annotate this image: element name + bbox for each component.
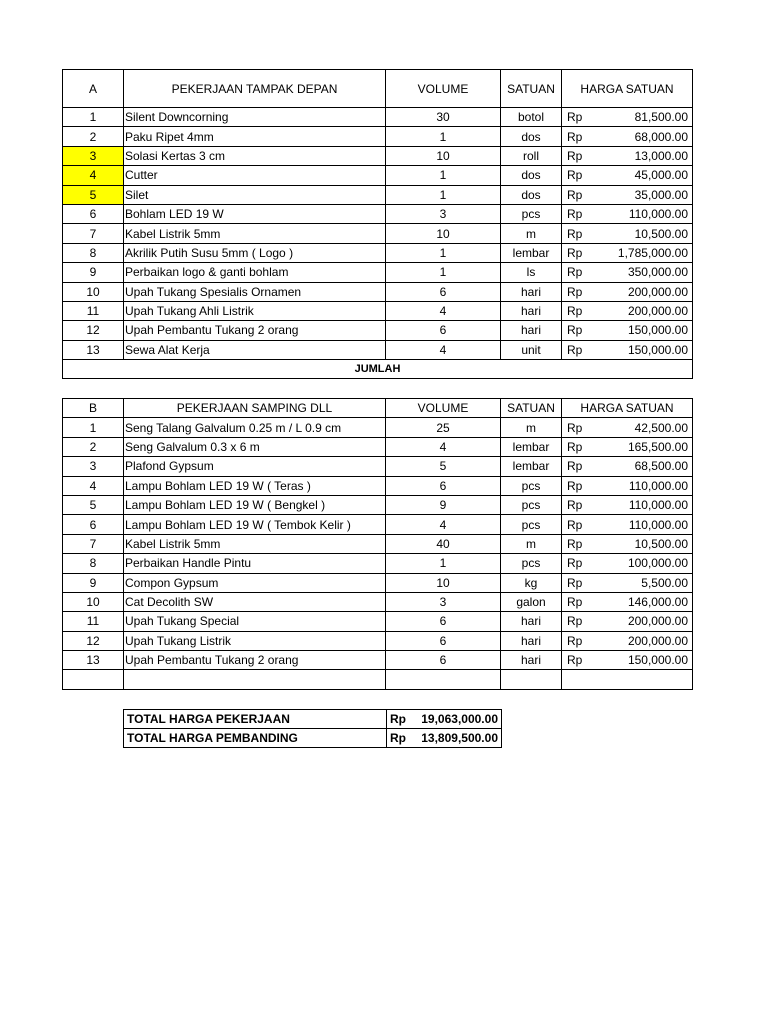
total-label: TOTAL HARGA PEKERJAAN	[124, 710, 387, 729]
currency-label: Rp	[567, 517, 583, 532]
row-number: 12	[63, 631, 124, 650]
table-row	[63, 592, 693, 611]
item-volume: 4	[386, 301, 501, 320]
item-volume: 6	[386, 282, 501, 301]
jumlah-row	[63, 360, 693, 379]
item-description: Perbaikan Handle Pintu	[124, 554, 386, 573]
currency-label: Rp	[567, 226, 583, 241]
price-amount: 81,500.00	[634, 110, 688, 125]
currency-label: Rp	[567, 168, 583, 183]
row-number: 5	[63, 495, 124, 514]
currency-label: Rp	[567, 575, 583, 590]
item-volume: 9	[386, 495, 501, 514]
price-amount: 200,000.00	[627, 304, 688, 319]
item-description: Akrilik Putih Susu 5mm ( Logo )	[124, 243, 386, 262]
total-value	[387, 710, 502, 729]
table-row	[63, 224, 693, 243]
currency-label: Rp	[567, 595, 583, 610]
item-harga-satuan	[562, 146, 693, 165]
item-description: Perbaikan logo & ganti bohlam	[124, 263, 386, 282]
item-satuan: roll	[501, 146, 562, 165]
table-row	[63, 166, 693, 185]
item-satuan: galon	[501, 592, 562, 611]
currency-label: Rp	[567, 304, 583, 319]
table-row	[63, 573, 693, 592]
price-amount: 350,000.00	[627, 265, 688, 280]
item-satuan: m	[501, 224, 562, 243]
item-description: Seng Talang Galvalum 0.25 m / L 0.9 cm	[124, 418, 386, 437]
table-a-body	[63, 108, 693, 360]
item-harga-satuan	[562, 166, 693, 185]
item-volume: 1	[386, 185, 501, 204]
table-row	[63, 515, 693, 534]
item-description: Upah Tukang Spesialis Ornamen	[124, 282, 386, 301]
price-amount: 35,000.00	[634, 187, 688, 202]
row-number: 12	[63, 321, 124, 340]
table-row	[63, 476, 693, 495]
total-value	[387, 729, 502, 748]
item-satuan: lembar	[501, 243, 562, 262]
row-number: 4	[63, 476, 124, 495]
row-number: 7	[63, 534, 124, 553]
row-number: 10	[63, 592, 124, 611]
item-description: Kabel Listrik 5mm	[124, 534, 386, 553]
currency-label: Rp	[567, 323, 583, 338]
item-satuan: hari	[501, 321, 562, 340]
item-harga-satuan	[562, 243, 693, 262]
price-amount: 150,000.00	[627, 653, 688, 668]
item-description: Upah Tukang Listrik	[124, 631, 386, 650]
item-harga-satuan	[562, 612, 693, 631]
item-satuan: hari	[501, 651, 562, 670]
table-row	[63, 243, 693, 262]
item-volume: 1	[386, 243, 501, 262]
item-satuan: lembar	[501, 437, 562, 456]
item-satuan: m	[501, 534, 562, 553]
item-harga-satuan	[562, 108, 693, 127]
row-number: 3	[63, 146, 124, 165]
row-number: 13	[63, 651, 124, 670]
item-satuan: pcs	[501, 204, 562, 223]
currency-label: Rp	[567, 265, 583, 280]
table-row	[63, 108, 693, 127]
currency-label: Rp	[567, 556, 583, 571]
currency-label: Rp	[567, 245, 583, 260]
item-harga-satuan	[562, 282, 693, 301]
table-row	[63, 263, 693, 282]
item-description: Solasi Kertas 3 cm	[124, 146, 386, 165]
currency-label: Rp	[567, 420, 583, 435]
item-harga-satuan	[562, 224, 693, 243]
item-volume: 4	[386, 437, 501, 456]
item-satuan: hari	[501, 612, 562, 631]
table-row	[63, 282, 693, 301]
table-row	[63, 204, 693, 223]
item-description: Upah Tukang Special	[124, 612, 386, 631]
item-volume: 1	[386, 166, 501, 185]
item-description: Cat Decolith SW	[124, 592, 386, 611]
empty-cell	[562, 670, 693, 689]
table-b-body	[63, 418, 693, 670]
currency-label: Rp	[567, 478, 583, 493]
table-b-header-row	[63, 399, 693, 418]
item-volume: 1	[386, 127, 501, 146]
total-label: TOTAL HARGA PEMBANDING	[124, 729, 387, 748]
row-number: 4	[63, 166, 124, 185]
currency-label: Rp	[567, 342, 583, 357]
row-number: 2	[63, 127, 124, 146]
item-description: Lampu Bohlam LED 19 W ( Teras )	[124, 476, 386, 495]
item-volume: 6	[386, 476, 501, 495]
table-row	[63, 534, 693, 553]
item-description: Seng Galvalum 0.3 x 6 m	[124, 437, 386, 456]
currency-label: Rp	[567, 187, 583, 202]
price-amount: 42,500.00	[634, 420, 688, 435]
currency-label: Rp	[567, 284, 583, 299]
item-satuan: ls	[501, 263, 562, 282]
row-number: 6	[63, 515, 124, 534]
row-number: 11	[63, 612, 124, 631]
price-amount: 146,000.00	[627, 595, 688, 610]
item-description: Plafond Gypsum	[124, 457, 386, 476]
header-harga-satuan: HARGA SATUAN	[562, 399, 693, 418]
table-row	[63, 146, 693, 165]
table-row	[63, 185, 693, 204]
currency-label: Rp	[567, 498, 583, 513]
price-amount: 200,000.00	[627, 284, 688, 299]
row-number: 7	[63, 224, 124, 243]
item-harga-satuan	[562, 515, 693, 534]
total-amount: 19,063,000.00	[421, 712, 498, 726]
item-harga-satuan	[562, 554, 693, 573]
item-description: Cutter	[124, 166, 386, 185]
item-harga-satuan	[562, 437, 693, 456]
item-satuan: hari	[501, 282, 562, 301]
price-amount: 200,000.00	[627, 633, 688, 648]
price-amount: 165,500.00	[627, 439, 688, 454]
item-description: Lampu Bohlam LED 19 W ( Bengkel )	[124, 495, 386, 514]
table-row	[63, 651, 693, 670]
header-item: PEKERJAAN SAMPING DLL	[124, 399, 386, 418]
row-number: 6	[63, 204, 124, 223]
header-satuan: SATUAN	[501, 399, 562, 418]
price-amount: 1,785,000.00	[617, 245, 688, 260]
item-volume: 6	[386, 612, 501, 631]
table-row	[63, 418, 693, 437]
price-amount: 10,500.00	[634, 226, 688, 241]
item-volume: 4	[386, 340, 501, 359]
price-amount: 110,000.00	[628, 207, 688, 222]
currency-label: Rp	[567, 439, 583, 454]
currency-label: Rp	[390, 712, 406, 726]
currency-label: Rp	[567, 653, 583, 668]
item-volume: 25	[386, 418, 501, 437]
price-amount: 150,000.00	[627, 323, 688, 338]
item-satuan: pcs	[501, 476, 562, 495]
item-satuan: pcs	[501, 554, 562, 573]
row-number: 5	[63, 185, 124, 204]
item-harga-satuan	[562, 301, 693, 320]
price-amount: 110,000.00	[628, 478, 688, 493]
item-satuan: dos	[501, 127, 562, 146]
table-row	[63, 437, 693, 456]
table-totals	[123, 709, 502, 748]
item-description: Upah Tukang Ahli Listrik	[124, 301, 386, 320]
item-satuan: pcs	[501, 515, 562, 534]
header-section-letter: B	[63, 399, 124, 418]
header-harga-satuan: HARGA SATUAN	[562, 70, 693, 108]
item-description: Upah Pembantu Tukang 2 orang	[124, 321, 386, 340]
item-harga-satuan	[562, 127, 693, 146]
row-number: 11	[63, 301, 124, 320]
header-section-letter: A	[63, 70, 124, 108]
table-row	[63, 554, 693, 573]
item-satuan: lembar	[501, 457, 562, 476]
table-row	[63, 340, 693, 359]
price-amount: 150,000.00	[627, 342, 688, 357]
item-volume: 5	[386, 457, 501, 476]
table-row	[63, 301, 693, 320]
row-number: 2	[63, 437, 124, 456]
item-volume: 1	[386, 554, 501, 573]
item-volume: 6	[386, 651, 501, 670]
row-number: 8	[63, 243, 124, 262]
item-harga-satuan	[562, 340, 693, 359]
item-harga-satuan	[562, 592, 693, 611]
row-number: 3	[63, 457, 124, 476]
item-volume: 3	[386, 592, 501, 611]
empty-cell	[501, 670, 562, 689]
price-amount: 10,500.00	[634, 536, 688, 551]
item-satuan: dos	[501, 166, 562, 185]
item-harga-satuan	[562, 631, 693, 650]
currency-label: Rp	[567, 148, 583, 163]
item-volume: 6	[386, 321, 501, 340]
item-harga-satuan	[562, 321, 693, 340]
table-row	[63, 495, 693, 514]
currency-label: Rp	[567, 633, 583, 648]
header-item: PEKERJAAN TAMPAK DEPAN	[124, 70, 386, 108]
empty-cell	[124, 670, 386, 689]
item-harga-satuan	[562, 204, 693, 223]
item-volume: 1	[386, 263, 501, 282]
item-description: Sewa Alat Kerja	[124, 340, 386, 359]
currency-label: Rp	[567, 459, 583, 474]
price-amount: 110,000.00	[628, 498, 688, 513]
header-volume: VOLUME	[386, 70, 501, 108]
item-description: Kabel Listrik 5mm	[124, 224, 386, 243]
row-number: 9	[63, 573, 124, 592]
row-number: 10	[63, 282, 124, 301]
item-volume: 6	[386, 631, 501, 650]
price-amount: 13,000.00	[634, 148, 688, 163]
item-satuan: hari	[501, 301, 562, 320]
item-harga-satuan	[562, 534, 693, 553]
table-row	[63, 457, 693, 476]
currency-label: Rp	[567, 110, 583, 125]
table-row	[63, 612, 693, 631]
table-pekerjaan-tampak-depan	[62, 69, 693, 379]
item-satuan: m	[501, 418, 562, 437]
empty-cell	[63, 670, 124, 689]
item-harga-satuan	[562, 457, 693, 476]
item-description: Lampu Bohlam LED 19 W ( Tembok Kelir )	[124, 515, 386, 534]
row-number: 1	[63, 108, 124, 127]
price-amount: 110,000.00	[628, 517, 688, 532]
item-satuan: pcs	[501, 495, 562, 514]
item-volume: 10	[386, 573, 501, 592]
item-satuan: dos	[501, 185, 562, 204]
price-amount: 100,000.00	[627, 556, 688, 571]
item-volume: 10	[386, 224, 501, 243]
price-amount: 5,500.00	[641, 575, 688, 590]
item-description: Silet	[124, 185, 386, 204]
item-description: Bohlam LED 19 W	[124, 204, 386, 223]
item-volume: 10	[386, 146, 501, 165]
item-satuan: unit	[501, 340, 562, 359]
item-description: Paku Ripet 4mm	[124, 127, 386, 146]
currency-label: Rp	[567, 207, 583, 222]
item-harga-satuan	[562, 418, 693, 437]
total-row-pekerjaan	[124, 710, 502, 729]
price-amount: 45,000.00	[634, 168, 688, 183]
jumlah-label: JUMLAH	[63, 360, 693, 379]
item-harga-satuan	[562, 651, 693, 670]
price-amount: 200,000.00	[627, 614, 688, 629]
header-satuan: SATUAN	[501, 70, 562, 108]
empty-cell	[386, 670, 501, 689]
currency-label: Rp	[390, 731, 406, 745]
table-row	[63, 127, 693, 146]
table-row	[63, 321, 693, 340]
item-harga-satuan	[562, 573, 693, 592]
currency-label: Rp	[567, 129, 583, 144]
empty-row	[63, 670, 693, 689]
row-number: 13	[63, 340, 124, 359]
item-harga-satuan	[562, 495, 693, 514]
table-pekerjaan-samping	[62, 398, 693, 690]
currency-label: Rp	[567, 536, 583, 551]
item-harga-satuan	[562, 185, 693, 204]
item-satuan: hari	[501, 631, 562, 650]
item-description: Silent Downcorning	[124, 108, 386, 127]
item-harga-satuan	[562, 476, 693, 495]
header-volume: VOLUME	[386, 399, 501, 418]
item-harga-satuan	[562, 263, 693, 282]
item-description: Upah Pembantu Tukang 2 orang	[124, 651, 386, 670]
table-a-header-row	[63, 70, 693, 108]
item-volume: 3	[386, 204, 501, 223]
item-description: Compon Gypsum	[124, 573, 386, 592]
item-volume: 30	[386, 108, 501, 127]
currency-label: Rp	[567, 614, 583, 629]
item-volume: 4	[386, 515, 501, 534]
price-amount: 68,000.00	[634, 129, 688, 144]
row-number: 8	[63, 554, 124, 573]
total-row-pembanding	[124, 729, 502, 748]
item-satuan: botol	[501, 108, 562, 127]
item-volume: 40	[386, 534, 501, 553]
row-number: 1	[63, 418, 124, 437]
item-satuan: kg	[501, 573, 562, 592]
table-row	[63, 631, 693, 650]
price-amount: 68,500.00	[634, 459, 688, 474]
total-amount: 13,809,500.00	[421, 731, 498, 745]
row-number: 9	[63, 263, 124, 282]
